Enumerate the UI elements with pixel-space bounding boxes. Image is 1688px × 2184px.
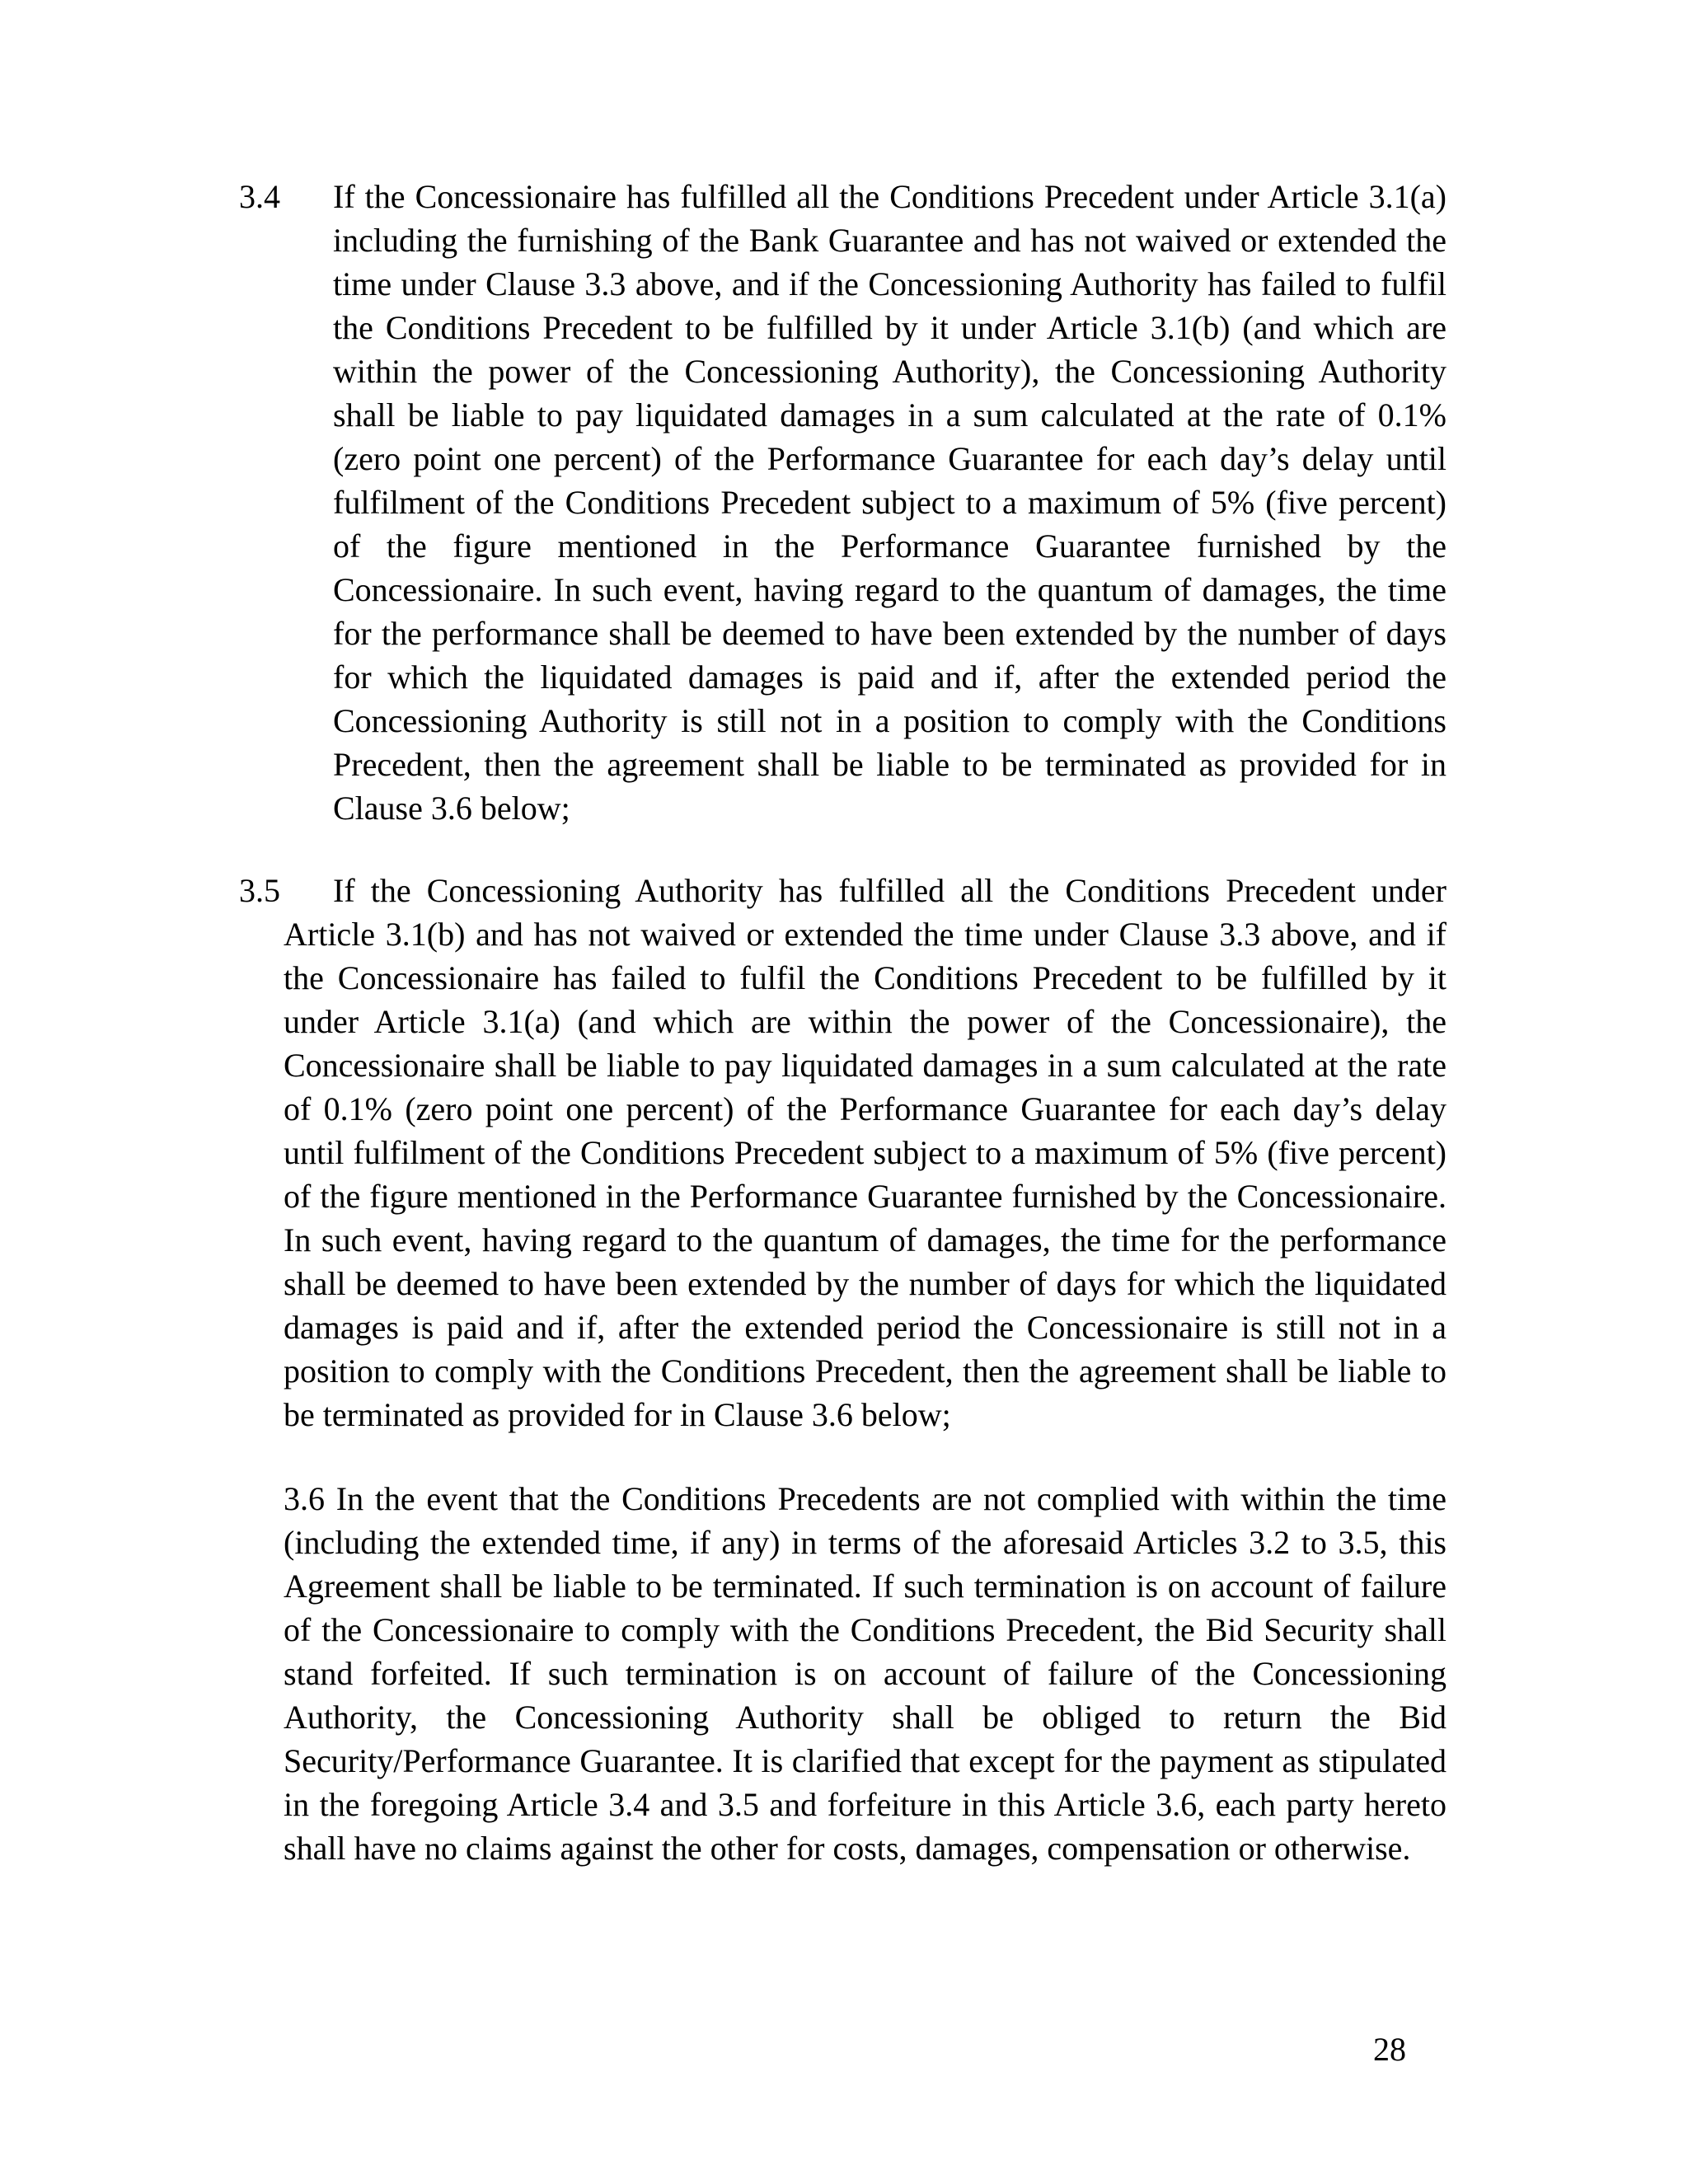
clause-3-6: [239, 1477, 1447, 1870]
clause-number: 3.5: [239, 872, 280, 909]
clause-text: If the Concessionaire has fulfilled all the Conditions Precedent under Article 3.1(a) including the furnishing of the Bank Guarantee and has not waived or extended the time under Clause 3.3 above, and if the Concessioning Authority has failed to fulfil the Conditions Precedent to be fulfilled by it under Article 3.1(b) (and which are within the power of the Concessioning Authority), the Concessioning Authority shall be liable to pay liquidated damages in a sum calculated at the rate of 0.1% (zero point one percent) of the Performance Guarantee for each day’s delay until fulfilment of the Conditions Precedent subject to a maximum of 5% (five percent) of the figure mentioned in the Performance Guarantee furnished by the Concessionaire. In such event, having regard to the quantum of damages, the time for the performance shall be deemed to have been extended by the number of days for which the liquidated damages is paid and if, after the extended period the Concessioning Authority is still not in a position to comply with the Conditions Precedent, then the agreement shall be liable to be terminated as provided for in Clause 3.6 below;: [333, 178, 1447, 827]
page-number: 28: [1373, 2031, 1406, 2068]
clause-text-body: In the event that the Conditions Precedents are not complied with within the time (including the extended time, if any) in terms of the aforesaid Articles 3.2 to 3.5, this Agreement shall be liable to be terminated. If such termination is on account of failure of the Concessionaire to comply with the Conditions Precedent, the Bid Security shall stand forfeited. If such termination is on account of failure of the Concessioning Authority, the Concessioning Authority shall be obliged to return the Bid Security/Performance Guarantee. It is clarified that except for the payment as stipulated in the foregoing Article 3.4 and 3.5 and forfeiture in this Article 3.6, each party hereto shall have no claims against the other for costs, damages, compensation or otherwise.: [284, 1480, 1447, 1867]
clause-number: 3.4: [239, 178, 280, 215]
clause-3-5: [239, 869, 1447, 1436]
clause-3-4: [239, 175, 1447, 830]
clause-text: If the Concessioning Authority has fulfilled all the Conditions Precedent under Article 3.1(b) and has not waived or extended the time under Clause 3.3 above, and if the Concessionaire has failed to fulfil the Conditions Precedent to be fulfilled by it under Article 3.1(a) (and which are within the power of the Concessionaire), the Concessionaire shall be liable to pay liquidated damages in a sum calculated at the rate of 0.1% (zero point one percent) of the Performance Guarantee for each day’s delay until fulfilment of the Conditions Precedent subject to a maximum of 5% (five percent) of the figure mentioned in the Performance Guarantee furnished by the Concessionaire. In such event, having regard to the quantum of damages, the time for the performance shall be deemed to have been extended by the number of days for which the liquidated damages is paid and if, after the extended period the Concessionaire is still not in a position to comply with the Conditions Precedent, then the agreement shall be liable to be terminated as provided for in Clause 3.6 below;: [284, 872, 1447, 1433]
clause-text: [239, 1477, 1447, 1870]
clause-number: 3.6: [284, 1480, 325, 1517]
